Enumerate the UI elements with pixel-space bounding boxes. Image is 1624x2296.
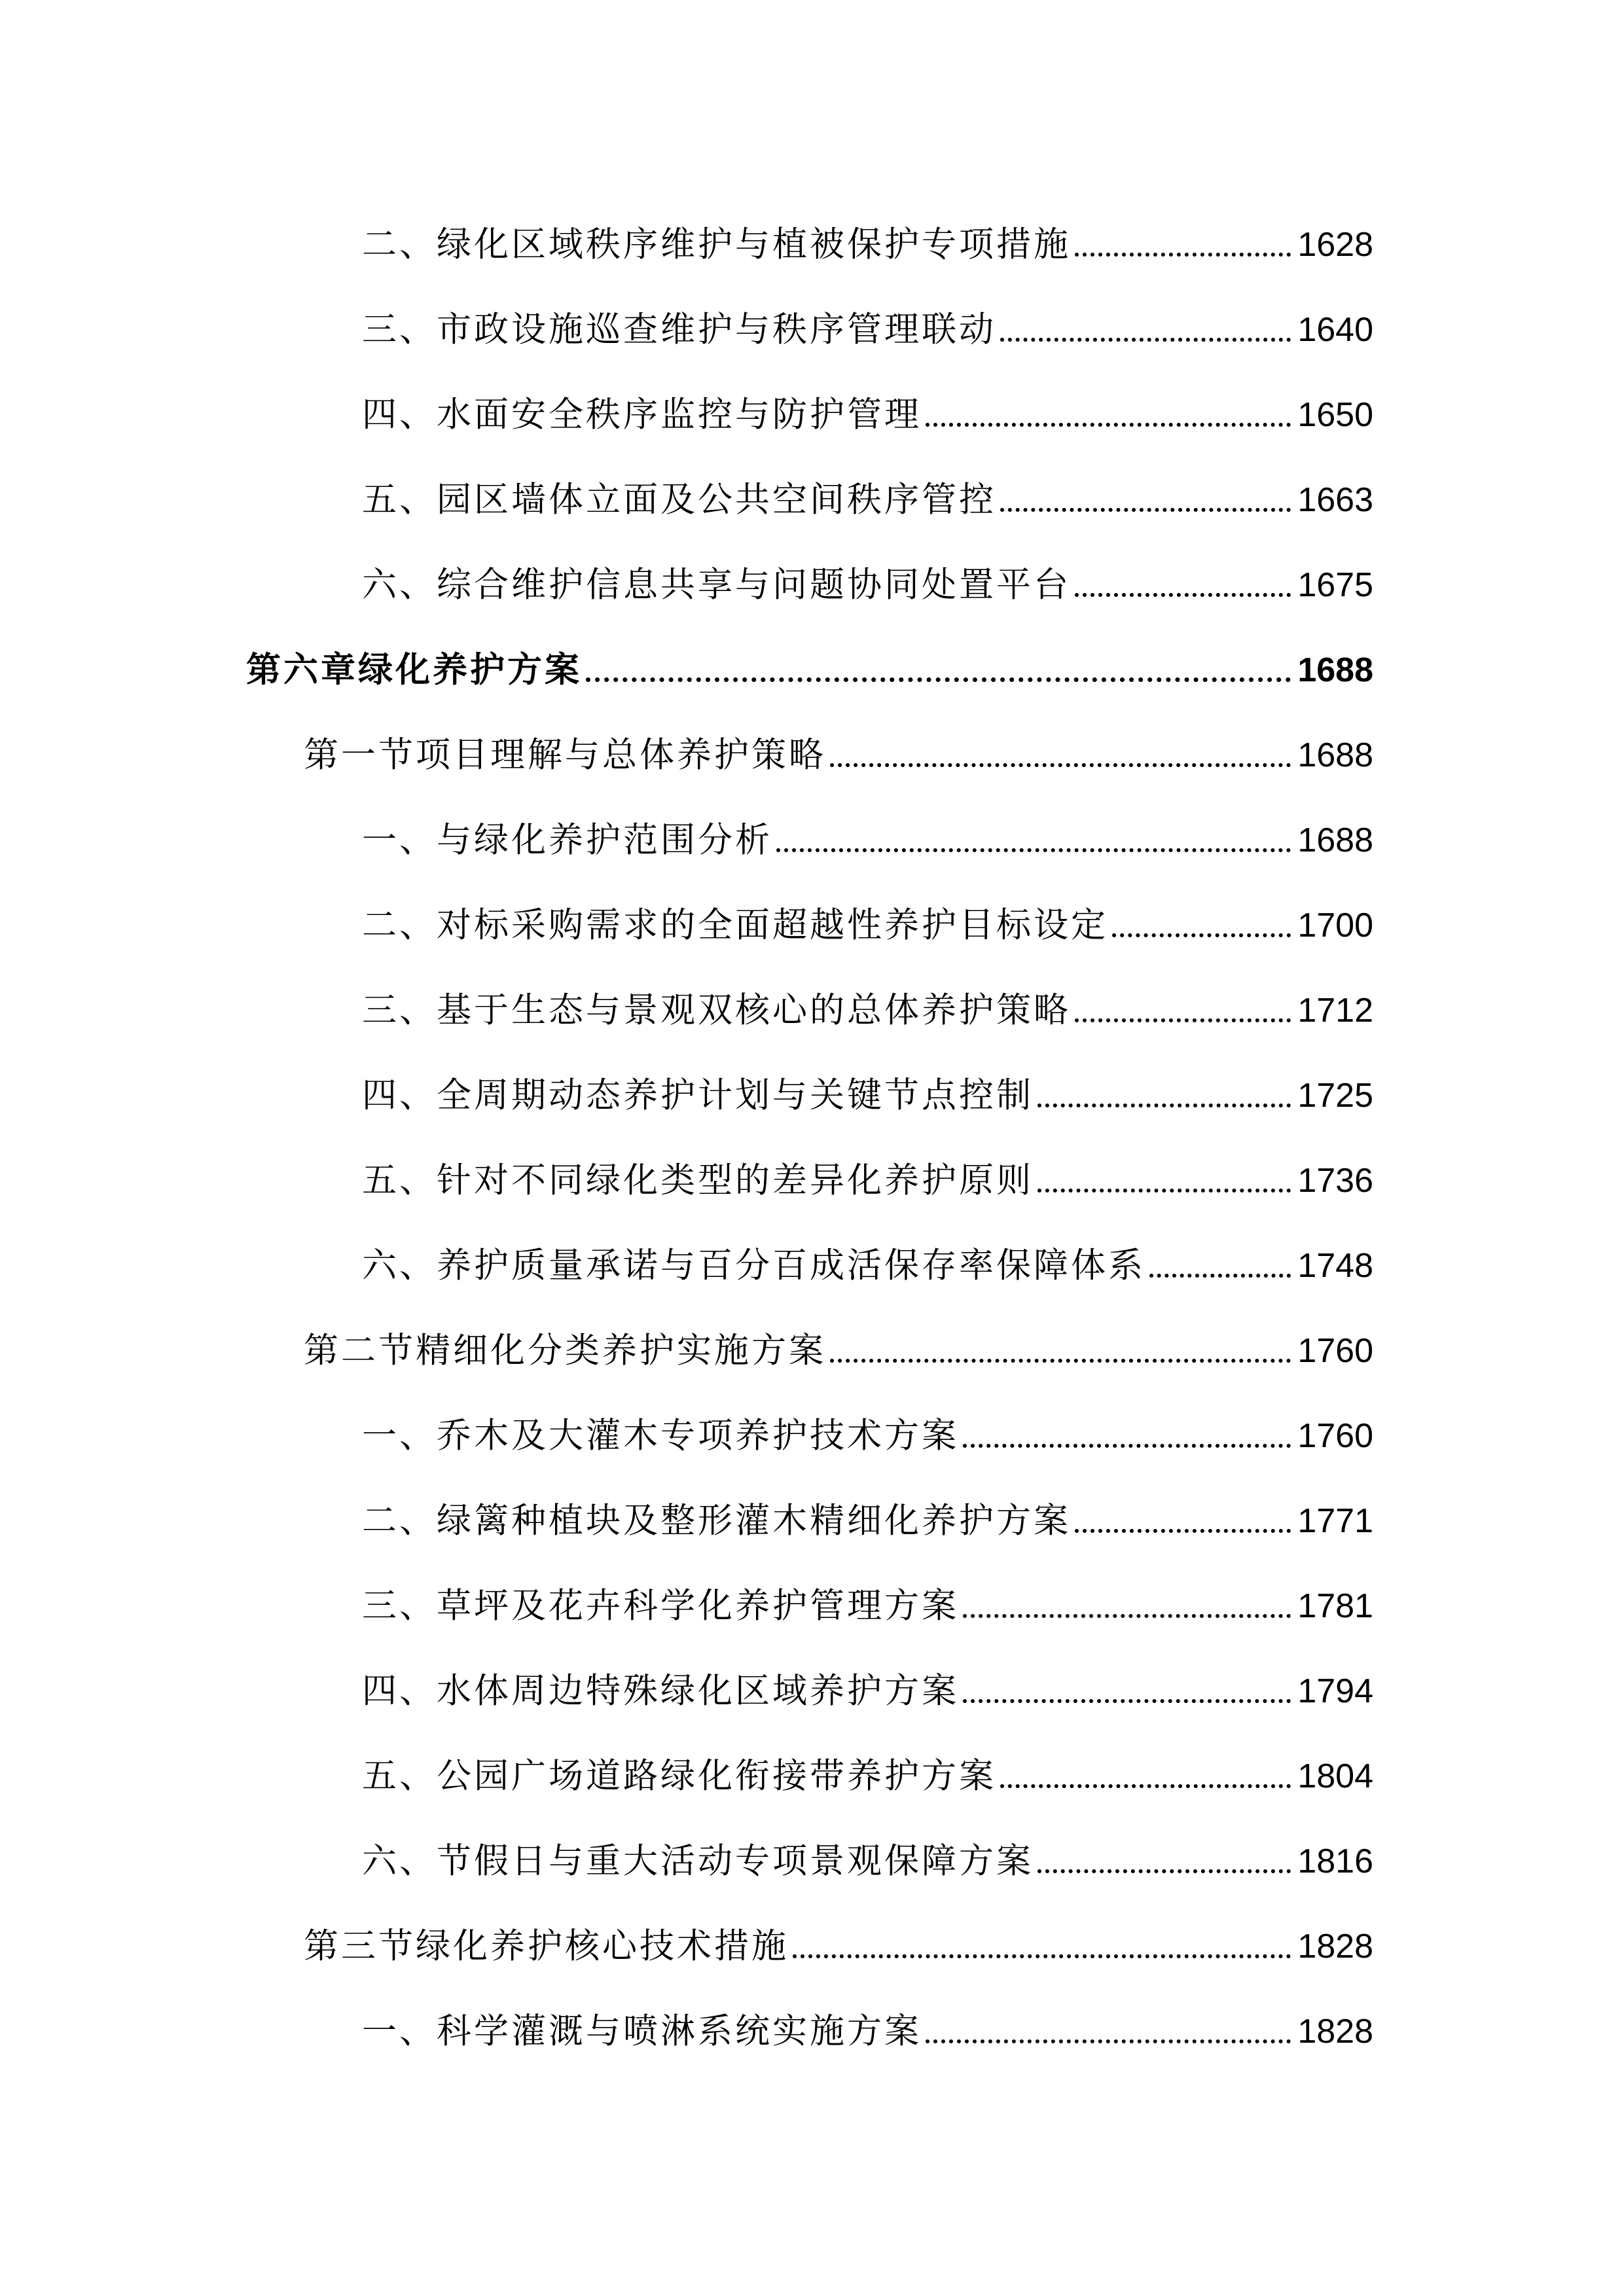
toc-dot-leader — [830, 1359, 1291, 1363]
toc-page-number: 1760 — [1297, 1417, 1373, 1455]
toc-dot-leader — [1075, 1529, 1291, 1533]
toc-page-number: 1748 — [1297, 1247, 1373, 1285]
toc-dot-leader — [1038, 1103, 1291, 1107]
toc-dot-leader — [963, 1614, 1291, 1618]
toc-dot-leader — [1149, 1274, 1291, 1278]
toc-entry[interactable] — [362, 554, 1373, 606]
toc-page-number: 1804 — [1297, 1757, 1373, 1795]
toc-dot-leader — [1000, 1784, 1291, 1788]
toc-page-number: 1688 — [1297, 736, 1373, 774]
toc-entry[interactable] — [362, 809, 1373, 861]
toc-page-number: 1628 — [1297, 226, 1373, 264]
toc-entry-title: 三、基于生态与景观双核心的总体养护策略 — [362, 990, 1071, 1030]
toc-dot-leader — [830, 763, 1291, 767]
toc-dot-leader — [586, 677, 1291, 682]
toc-page-number: 1781 — [1297, 1587, 1373, 1625]
toc-page-number: 1816 — [1297, 1842, 1373, 1880]
toc-entry[interactable] — [362, 1490, 1373, 1542]
toc-entry[interactable] — [362, 469, 1373, 521]
toc-dot-leader — [1112, 933, 1291, 937]
toc-page-number: 1760 — [1297, 1332, 1373, 1370]
toc-entry-title: 五、公园广场道路绿化衔接带养护方案 — [362, 1756, 996, 1796]
toc-entry-title: 五、针对不同绿化类型的差异化养护原则 — [362, 1160, 1034, 1200]
toc-entry[interactable] — [362, 1660, 1373, 1712]
toc-entry-title: 六、节假日与重大活动专项景观保障方案 — [362, 1841, 1034, 1881]
toc-dot-leader — [1075, 1018, 1291, 1022]
toc-entry-title: 二、绿化区域秩序维护与植被保护专项措施 — [362, 224, 1071, 264]
toc-entry[interactable] — [362, 298, 1373, 351]
toc-page-number: 1828 — [1297, 2013, 1373, 2051]
toc-entry-title: 第一节项目理解与总体养护策略 — [304, 735, 826, 775]
toc-entry-title: 第二节精细化分类养护实施方案 — [304, 1331, 826, 1371]
toc-entry[interactable] — [362, 384, 1373, 436]
toc-page-number: 1663 — [1297, 481, 1373, 519]
toc-section-entry[interactable] — [304, 1915, 1373, 1967]
toc-entry-title: 一、与绿化养护范围分析 — [362, 820, 772, 860]
toc-entry[interactable] — [362, 894, 1373, 946]
toc-entry[interactable] — [362, 1830, 1373, 1882]
toc-page-number: 1725 — [1297, 1077, 1373, 1115]
toc-entry-title: 六、养护质量承诺与百分百成活保存率保障体系 — [362, 1246, 1146, 1285]
toc-entry[interactable] — [362, 1745, 1373, 1797]
toc-chapter-entry[interactable] — [246, 639, 1373, 691]
toc-section-entry[interactable] — [304, 1319, 1373, 1372]
toc-entry[interactable] — [362, 1064, 1373, 1117]
toc-entry[interactable] — [362, 1149, 1373, 1202]
toc-entry[interactable] — [362, 1234, 1373, 1287]
toc-dot-leader — [776, 848, 1291, 852]
toc-dot-leader — [1000, 508, 1291, 512]
toc-page-number: 1712 — [1297, 992, 1373, 1030]
toc-dot-leader — [963, 1444, 1291, 1448]
toc-page-number: 1688 — [1297, 821, 1373, 859]
toc-page-number: 1650 — [1297, 396, 1373, 434]
toc-dot-leader — [1038, 1869, 1291, 1873]
toc-entry-title: 二、绿篱种植块及整形灌木精细化养护方案 — [362, 1501, 1071, 1541]
toc-page-number: 1828 — [1297, 1928, 1373, 1965]
toc-entry-title: 三、市政设施巡查维护与秩序管理联动 — [362, 310, 996, 350]
toc-page-number: 1700 — [1297, 906, 1373, 944]
toc-dot-leader — [963, 1699, 1291, 1703]
toc-dot-leader — [926, 423, 1291, 427]
toc-dot-leader — [926, 2039, 1291, 2043]
toc-entry-title: 四、水体周边特殊绿化区域养护方案 — [362, 1671, 959, 1711]
toc-entry[interactable] — [362, 1405, 1373, 1457]
toc-dot-leader — [793, 1954, 1291, 1958]
toc-page-number: 1771 — [1297, 1502, 1373, 1540]
toc-page-number: 1688 — [1297, 651, 1373, 689]
toc-entry-title: 一、乔木及大灌木专项养护技术方案 — [362, 1416, 959, 1456]
toc-entry-title: 三、草坪及花卉科学化养护管理方案 — [362, 1586, 959, 1626]
toc-entry-title: 四、水面安全秩序监控与防护管理 — [362, 395, 922, 435]
toc-entry[interactable] — [362, 2000, 1373, 2053]
toc-entry-title: 一、科学灌溉与喷淋系统实施方案 — [362, 2011, 922, 2051]
toc-entry[interactable] — [362, 213, 1373, 266]
toc-page-number: 1675 — [1297, 566, 1373, 604]
toc-entry[interactable] — [362, 1575, 1373, 1627]
toc-page-number: 1736 — [1297, 1162, 1373, 1200]
toc-dot-leader — [1038, 1189, 1291, 1193]
toc-entry-title: 第三节绿化养护核心技术措施 — [304, 1926, 789, 1966]
toc-entry-title: 二、对标采购需求的全面超越性养护目标设定 — [362, 905, 1108, 945]
toc-dot-leader — [1075, 593, 1291, 597]
toc-dot-leader — [1000, 338, 1291, 342]
toc-entry-title: 第六章绿化养护方案 — [246, 650, 582, 690]
toc-page-number: 1640 — [1297, 311, 1373, 349]
toc-entry-title: 六、综合维护信息共享与问题协同处置平台 — [362, 565, 1071, 605]
toc-page-number: 1794 — [1297, 1672, 1373, 1710]
toc-dot-leader — [1075, 253, 1291, 257]
toc-entry-title: 五、园区墙体立面及公共空间秩序管控 — [362, 480, 996, 520]
toc-section-entry[interactable] — [304, 724, 1373, 776]
toc-entry[interactable] — [362, 979, 1373, 1031]
toc-entry-title: 四、全周期动态养护计划与关键节点控制 — [362, 1075, 1034, 1115]
